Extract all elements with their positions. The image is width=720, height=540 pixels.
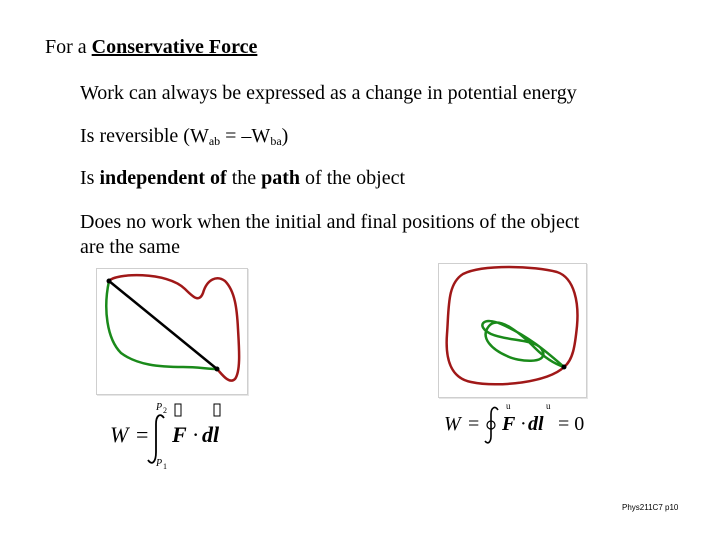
slide-footer: Phys211C7 p10 <box>622 503 679 512</box>
reversible-suffix: ) <box>281 125 289 147</box>
closed-path-line-2: are the same <box>80 236 180 258</box>
eq1-force: F <box>172 422 187 447</box>
loop-point <box>562 365 567 370</box>
path-bold-path: path <box>261 167 301 189</box>
eq1-lhs: W <box>110 422 129 447</box>
eq2-dot: · <box>520 413 527 435</box>
path-text-1: Is <box>80 167 100 189</box>
subscript-ba: ba <box>270 134 282 148</box>
slide-title <box>45 36 257 59</box>
eq1-dl-arrow-icon <box>214 404 220 416</box>
eq1-lower-sub: 1 <box>163 462 167 471</box>
eq2-rhs: = 0 <box>558 413 585 435</box>
eq1-upper-sub: 2 <box>163 406 167 415</box>
closed-integral-equation <box>440 400 600 446</box>
bullet-potential-energy: Work can always be expressed as a change in potential energy <box>80 82 577 104</box>
subscript-ab: ab <box>208 134 221 148</box>
title-prefix: For a <box>45 36 92 58</box>
red-curved-path <box>109 275 239 381</box>
path-text-2: the <box>226 167 262 189</box>
closed-path-diagram <box>438 263 587 398</box>
path-bold-independent: independent of <box>99 167 227 189</box>
eq1-force-arrow-icon <box>175 404 181 416</box>
bullet-reversible <box>80 125 288 149</box>
open-path-drawing <box>97 269 247 394</box>
eq2-lhs: W <box>444 413 461 435</box>
eq2-equals: = <box>468 413 480 435</box>
eq2-force-arrow: u <box>506 401 511 411</box>
open-path-diagram <box>96 268 248 395</box>
path-integral-equation <box>106 400 236 472</box>
bullet-path-independent <box>80 167 405 190</box>
red-closed-loop <box>447 267 578 384</box>
eq2-dl-arrow: u <box>546 401 551 411</box>
bullet-closed-path <box>80 210 579 260</box>
end-point <box>215 367 220 372</box>
closed-path-drawing <box>439 264 586 397</box>
eq2-differential: dl <box>528 413 544 435</box>
green-closed-loop <box>482 321 564 367</box>
eq1-lower-limit: P <box>156 458 163 469</box>
start-point <box>107 279 112 284</box>
title-emphasis: Conservative Force <box>91 36 258 58</box>
reversible-middle: = –W <box>220 125 271 147</box>
eq1-differential: dl <box>202 422 220 447</box>
eq2-force: F <box>502 413 516 435</box>
eq1-equals: = <box>136 422 149 447</box>
path-text-3: of the object <box>300 167 406 189</box>
reversible-prefix: Is reversible (W <box>80 125 209 147</box>
integral-sign-icon <box>148 415 164 463</box>
closed-path-line-1: Does no work when the initial and final positions of the object <box>80 211 580 233</box>
eq1-dot: · <box>192 422 200 447</box>
eq1-upper-limit: P <box>156 402 163 413</box>
